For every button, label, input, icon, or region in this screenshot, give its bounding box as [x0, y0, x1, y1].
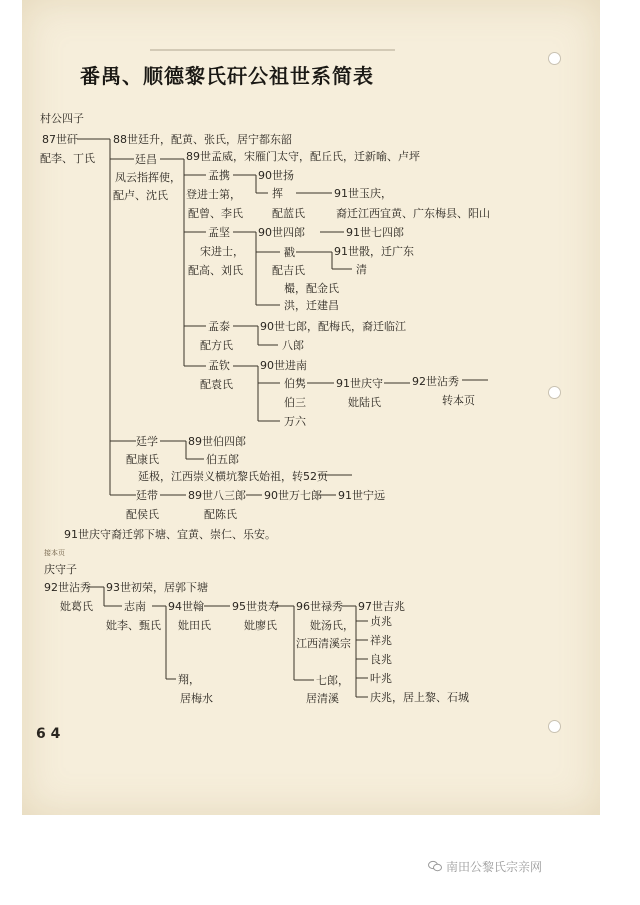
person-yanji: 延极，江西崇义横坑黎氏始祖，转52页	[138, 470, 328, 483]
person-qingzhao: 庆兆，居上黎、石城	[370, 691, 469, 704]
person-zhenzhao: 贞兆	[370, 615, 392, 628]
person-87: 87世矸	[42, 133, 78, 146]
person-91-yuqing: 91世玉庆，	[334, 187, 392, 200]
spouse-mengqin: 配袁氏	[200, 378, 233, 391]
footnote: 91世庆守裔迁郭下塘、宜黄、崇仁、乐安。	[64, 528, 276, 541]
person-95-guishou: 95世贵寿	[232, 600, 279, 613]
person-balang: 八郎	[282, 339, 304, 352]
person-89-mengwei: 89世孟威，宋雁门太守，配丘氏，迁新喻、卢坪	[186, 150, 420, 163]
spouse-87: 配李、丁氏	[40, 152, 95, 165]
spouse-yanzhan: 配侯氏	[126, 508, 159, 521]
person-qing: 清	[356, 263, 367, 276]
person-90-yang: 90世扬	[258, 169, 294, 182]
person-90-wanqilang: 90世万七郎	[264, 489, 322, 502]
wechat-icon	[428, 860, 442, 872]
tag-continue: 接本页	[44, 549, 65, 557]
person-wanliu: 万六	[284, 415, 306, 428]
person-mengxi: 孟携	[208, 169, 230, 182]
spouse-hui: 配蓝氏	[272, 207, 305, 220]
spouse-zhinan: 妣李、甄氏	[106, 619, 161, 632]
person-97-jizhao: 97世吉兆	[358, 600, 405, 613]
person-92-zhanxiu-2: 92世沾秀	[44, 581, 91, 594]
person-bosan: 伯三	[284, 396, 306, 409]
spouse-mengxi: 配曾、李氏	[188, 207, 243, 220]
person-zhinan: 志南	[124, 600, 146, 613]
section-header: 村公四子	[40, 112, 84, 125]
note-xiang: 居梅水	[180, 692, 213, 705]
person-88-yansheng: 88世廷升，配黄、张氏，居宁都东韶	[113, 133, 292, 146]
person-89-bosilang: 89世伯四郎	[188, 435, 246, 448]
spouse-mengtai: 配方氏	[200, 339, 233, 352]
person-90-jinnan: 90世进南	[260, 359, 307, 372]
person-91-qingshou: 91世庆守	[336, 377, 383, 390]
spouse-yanchang: 配卢、沈氏	[113, 189, 168, 202]
person-91-ningyuan: 91世宁远	[338, 489, 385, 502]
note-mengxi: 登进士第，	[186, 188, 241, 201]
person-yezhao: 叶兆	[370, 672, 392, 685]
person-89-basanlang: 89世八三郎	[188, 489, 246, 502]
person-91-jiu: 91世骰，迁广东	[334, 245, 414, 258]
person-90-qilang: 90世七郎，配梅氏，裔迁临江	[260, 320, 406, 333]
person-mengjian: 孟坚	[208, 226, 230, 239]
person-94-han: 94世翰	[168, 600, 204, 613]
page-title: 番禺、顺德黎氏矸公祖世系简表	[80, 64, 374, 88]
spouse-basanlang: 配陈氏	[204, 508, 237, 521]
spouse-lushou: 妣汤氏，	[310, 619, 354, 632]
note-qilang: 居清溪	[306, 692, 339, 705]
person-mengqin: 孟钦	[208, 359, 230, 372]
spouse-han: 妣田氏	[178, 619, 211, 632]
watermark: 南田公黎氏宗亲网	[446, 860, 543, 874]
person-zuo: 樶，配金氏	[284, 282, 339, 295]
person-jie: 戳	[284, 246, 295, 259]
person-yanchang: 廷昌	[135, 153, 157, 166]
spouse-jie: 配吉氏	[272, 264, 305, 277]
note-yanchang: 凤云指挥使，	[115, 171, 181, 184]
person-yanzhan: 廷带	[136, 489, 158, 502]
person-xiangzhao: 祥兆	[370, 634, 392, 647]
person-96-lushou: 96世禄秀	[296, 600, 343, 613]
person-hui: 挥	[272, 187, 283, 200]
person-92-zhanxiu: 92世沾秀	[412, 375, 459, 388]
person-liangzhao: 良兆	[370, 653, 392, 666]
person-91-qisilang: 91世七四郎	[346, 226, 404, 239]
person-boyi: 伯隽	[284, 377, 306, 390]
person-hong: 洪，迁建昌	[284, 299, 339, 312]
person-xiang: 翔，	[178, 673, 200, 686]
person-qilang: 七郎，	[316, 674, 349, 687]
person-93-churong: 93世初荣，居郭下塘	[106, 581, 208, 594]
note-yuqing: 裔迁江西宜黄、广东梅县、阳山	[336, 207, 490, 220]
page-number: 6 4	[36, 726, 61, 742]
person-bowulang: 伯五郎	[206, 453, 239, 466]
spouse-zhanxiu: 妣葛氏	[60, 600, 93, 613]
spouse-qingshou: 妣陆氏	[348, 396, 381, 409]
section-header-2: 庆守子	[44, 563, 77, 576]
person-90-silang: 90世四郎	[258, 226, 305, 239]
note-lushou: 江西清溪宗	[296, 637, 351, 650]
person-mengtai: 孟泰	[208, 320, 230, 333]
note-mengjian: 宋进士，	[200, 245, 244, 258]
person-yanxue: 廷学	[136, 435, 158, 448]
spouse-guishou: 妣廖氏	[244, 619, 277, 632]
spouse-mengjian: 配高、刘氏	[188, 264, 243, 277]
note-turn-this-page: 转本页	[442, 394, 475, 407]
spouse-yanxue: 配康氏	[126, 453, 159, 466]
